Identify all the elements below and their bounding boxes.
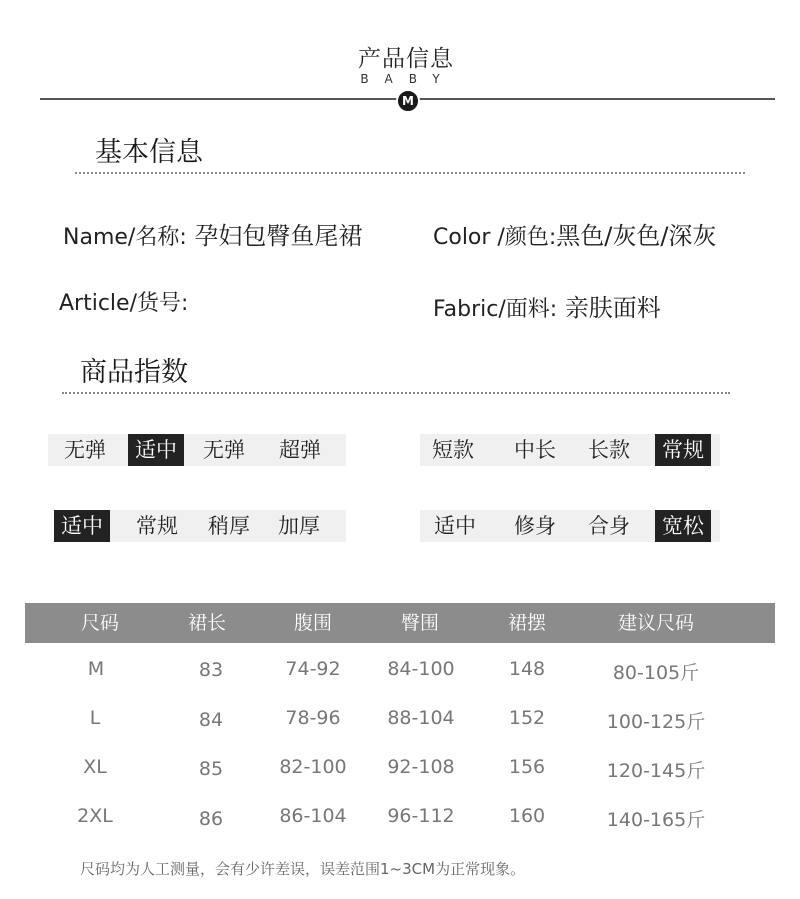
index-option: 合身 bbox=[588, 514, 630, 538]
table-cell: 86-104 bbox=[279, 805, 347, 827]
index-option: 修身 bbox=[514, 514, 556, 538]
table-cell: 156 bbox=[508, 756, 546, 778]
table-cell: 92-108 bbox=[387, 756, 455, 778]
table-cell: 160 bbox=[508, 805, 546, 827]
article-field bbox=[59, 286, 188, 317]
table-cell: 84-100 bbox=[387, 658, 455, 680]
color-label: Color /颜色: bbox=[433, 225, 557, 250]
index-row-elasticity bbox=[48, 434, 346, 466]
index-option: 中长 bbox=[514, 438, 556, 462]
fabric-field bbox=[433, 288, 661, 323]
section-title-basic: 基本信息 bbox=[95, 137, 203, 168]
table-cell: 85 bbox=[198, 758, 224, 780]
color-field bbox=[433, 216, 716, 251]
page-title: 产品信息 bbox=[358, 46, 454, 72]
table-cell: XL bbox=[83, 756, 107, 778]
table-cell: 152 bbox=[508, 707, 546, 729]
size-table-header bbox=[25, 603, 775, 643]
section-divider-index bbox=[62, 392, 730, 394]
table-cell: 84 bbox=[198, 709, 224, 731]
table-cell: M bbox=[87, 658, 105, 680]
name-field bbox=[63, 216, 362, 251]
column-header: 尺码 bbox=[80, 612, 120, 634]
table-cell: 120-145斤 bbox=[606, 760, 706, 782]
column-header: 裙长 bbox=[187, 612, 227, 634]
table-cell: 148 bbox=[508, 658, 546, 680]
index-option: 无弹 bbox=[203, 438, 245, 462]
index-option: 超弹 bbox=[279, 438, 321, 462]
color-value: 黑色/灰色/深灰 bbox=[556, 222, 717, 250]
table-cell: 82-100 bbox=[279, 756, 347, 778]
name-label: Name/名称: bbox=[63, 225, 187, 250]
index-row-length bbox=[420, 434, 720, 466]
table-cell: 74-92 bbox=[285, 658, 341, 680]
index-option-selected: 适中 bbox=[54, 510, 110, 542]
column-header: 腹围 bbox=[293, 612, 333, 634]
column-header: 建议尺码 bbox=[617, 612, 695, 634]
table-cell: 80-105斤 bbox=[612, 662, 700, 684]
index-option-selected: 常规 bbox=[655, 434, 711, 466]
page-subtitle: BABY bbox=[360, 72, 456, 86]
index-option: 长款 bbox=[588, 438, 630, 462]
table-cell: 96-112 bbox=[387, 805, 455, 827]
column-header: 裙摆 bbox=[507, 612, 547, 634]
table-cell: 100-125斤 bbox=[606, 711, 706, 733]
table-cell: 88-104 bbox=[387, 707, 455, 729]
index-option: 短款 bbox=[432, 438, 474, 462]
index-option: 加厚 bbox=[278, 514, 320, 538]
section-divider-basic bbox=[75, 172, 745, 174]
index-row-thickness bbox=[54, 510, 346, 542]
measurement-note: 尺码均为人工测量，会有少许差误，误差范围1~3CM为正常现象。 bbox=[80, 860, 526, 878]
table-cell: L bbox=[89, 707, 101, 729]
table-cell: 83 bbox=[198, 659, 224, 681]
index-option: 无弹 bbox=[64, 438, 106, 462]
index-option-selected: 适中 bbox=[128, 434, 184, 466]
index-option-selected: 宽松 bbox=[655, 510, 711, 542]
section-title-index: 商品指数 bbox=[80, 357, 188, 388]
column-header: 臀围 bbox=[400, 612, 440, 634]
index-option: 稍厚 bbox=[208, 514, 250, 538]
table-cell: 86 bbox=[198, 808, 224, 830]
header-badge-icon: M bbox=[396, 89, 420, 113]
table-cell: 140-165斤 bbox=[606, 809, 706, 831]
index-option: 常规 bbox=[136, 514, 178, 538]
table-cell: 2XL bbox=[77, 805, 113, 827]
index-option: 适中 bbox=[434, 514, 476, 538]
table-cell: 78-96 bbox=[285, 707, 341, 729]
fabric-label: Fabric/面料: bbox=[433, 297, 558, 322]
index-row-fit bbox=[420, 510, 720, 542]
name-value: 孕妇包臀鱼尾裙 bbox=[194, 222, 363, 250]
fabric-value: 亲肤面料 bbox=[564, 294, 661, 322]
article-label: Article/货号: bbox=[59, 291, 189, 316]
